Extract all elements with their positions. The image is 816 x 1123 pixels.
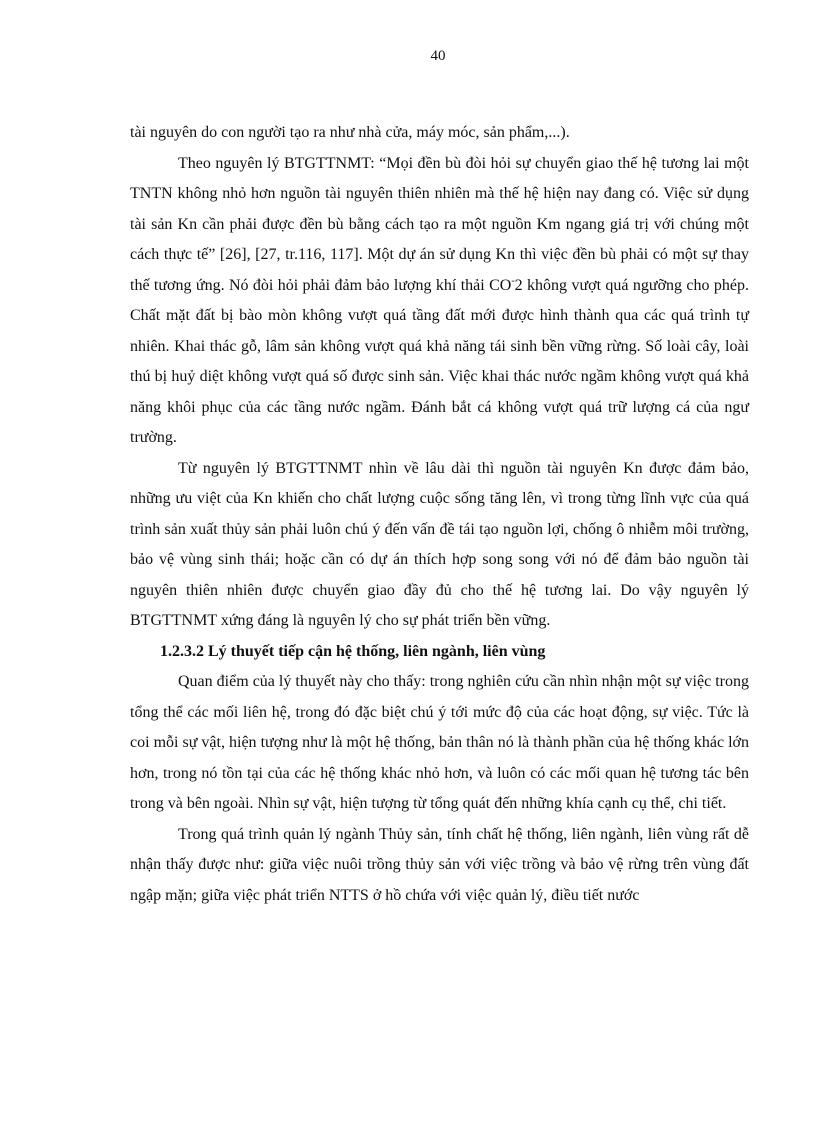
- superscript: -: [511, 275, 515, 287]
- paragraph-continuation: tài nguyên do con người tạo ra như nhà cửa, máy móc, sản phẩm,...).: [130, 124, 570, 141]
- section-heading: 1.2.3.2 Lý thuyết tiếp cận hệ thống, liên ngành, liên vùng: [160, 642, 546, 660]
- paragraph-fisheries-management: Trong quá trình quản lý ngành Thủy sản, tính chất hệ thống, liên ngành, liên vùng rất dễ nhận thấy được như: giữa việc nuôi trồng thủy sản với việc trồng và bảo vệ rừng trên vùng đất ngập mặn; giữa việc phát triển NTTS ở hồ chứa với việc quản lý, điều tiết nước: [130, 825, 749, 904]
- paragraph-long-term-view: Từ nguyên lý BTGTTNMT nhìn về lâu dài thì nguồn tài nguyên Kn được đảm bảo, những ưu việt của Kn khiến cho chất lượng cuộc sống tăng lên, vì trong từng lĩnh vực của quá trình sản xuất thủy sản phải luôn chú ý đến vấn đề tái tạo nguồn lợi, chống ô nhiễm môi trường, bảo vệ vùng sinh thái; hoặc cần có dự án thích hợp song song với nó để đảm bảo nguồn tài nguyên thiên nhiên được chuyển giao đầy đủ cho thế hệ tương lai. Do vậy nguyên lý BTGTTNMT xứng đáng là nguyên lý cho sự phát triển bền vững.: [130, 459, 749, 629]
- paragraph-text: Theo nguyên lý BTGTTNMT: “Mọi đền bù đòi hỏi sự chuyển giao thế hệ tương lai một TNTN không nhỏ hơn nguồn tài nguyên thiên nhiên mà thế hệ hiện nay đang có. Việc sử dụng tài sản Kn cần phải được đền bù bằng cách tạo ra một nguồn Km ngang giá trị với chúng một cách thực tế” [26], [27, tr.116, 117]. Một dự án sử dụng Kn thì việc đền bù phải có một sự thay thế tương ứng. Nó đòi hỏi phải đảm bảo lượng khí thải CO: [130, 154, 749, 294]
- page-number: 40: [430, 48, 446, 64]
- paragraph-text: 2 không vượt quá ngưỡng cho phép. Chất mặt đất bị bào mòn không vượt quá tầng đất mới được hình thành qua các quá trình tự nhiên. Khai thác gỗ, lâm sản không vượt quá khả năng tái sinh bền vững rừng. Số loài cây, loài thú bị huỷ diệt không vượt quá số được sinh sản. Việc khai thác nước ngầm không vượt quá khả năng khôi phục của các tầng nước ngầm. Đánh bắt cá không vượt quá trữ lượng cá của ngư trường.: [130, 276, 750, 446]
- document-body: [130, 118, 749, 911]
- paragraph-systems-theory: Quan điểm của lý thuyết này cho thấy: trong nghiên cứu cần nhìn nhận một sự việc trong tổng thể các mối liên hệ, trong đó đặc biệt chú ý tới mức độ của các hoạt động, sự việc. Tức là coi mỗi sự vật, hiện tượng như là một hệ thống, bản thân nó là thành phần của hệ thống khác lớn hơn, trong nó tồn tại của các hệ thống khác nhỏ hơn, và luôn có các mối quan hệ tương tác bên trong và bên ngoài. Nhìn sự vật, hiện tượng từ tổng quát đến những khía cạnh cụ thể, chi tiết.: [130, 673, 749, 812]
- paragraph-btgttnmt-principle: [130, 149, 749, 454]
